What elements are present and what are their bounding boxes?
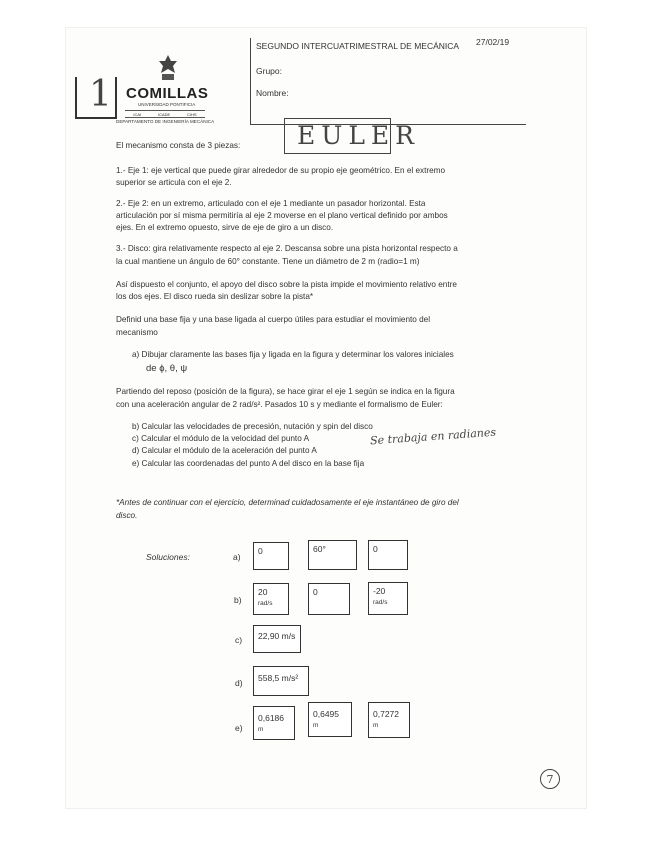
paragraph-6-line-2: con una aceleración angular de 2 rad/s². Pasados 10 s y mediante el formalismo de Euler:: [116, 400, 443, 409]
solution-e-unit-3: m: [373, 722, 379, 729]
handwritten-name-box: [284, 118, 420, 154]
department-name: DEPARTAMENTO DE INGENIERÍA MECÁNICA: [116, 119, 215, 124]
solution-e-box-1: [253, 706, 295, 740]
solution-a-box-2: [308, 540, 357, 570]
solution-a-value-2: 60°: [313, 544, 326, 554]
logo-label-icai: ICAI: [133, 111, 142, 117]
solution-e-unit-1: m: [258, 726, 264, 733]
solution-e-value-1: 0,6186: [258, 713, 284, 723]
solution-a-value-1: 0: [258, 546, 263, 556]
solution-d-label: d): [235, 678, 243, 688]
question-e: e) Calcular las coordenadas del punto A del disco en la base fija: [132, 459, 365, 468]
paragraph-2-line-1: 2.- Eje 2: en un extremo, articulado con el eje 1 mediante un pasador horizontal. Esta: [116, 199, 426, 208]
exam-date: 27/02/19: [476, 37, 510, 47]
paragraph-6-line-1: Partiendo del reposo (posición de la figura), se hace girar el eje 1 según se indica en la figura: [116, 387, 455, 396]
question-d: d) Calcular el módulo de la aceleración del punto A: [132, 446, 317, 455]
question-c: c) Calcular el módulo de la velocidad del punto A: [132, 434, 310, 443]
solution-b-value-2: 0: [313, 587, 318, 597]
solution-b-box-1: [253, 583, 289, 615]
solution-b-unit-1: rad/s: [258, 600, 273, 607]
solution-e-label: e): [235, 723, 243, 733]
solution-c-label: c): [235, 635, 243, 645]
solution-b-box-2: [308, 583, 350, 615]
logo-label-icade: ICADE: [157, 111, 171, 117]
solution-e-value-3: 0,7272: [373, 709, 399, 719]
paragraph-2-line-3: ejes. En el extremo opuesto, sirve de eje de giro a un disco.: [116, 223, 334, 232]
solution-b-unit-3: rad/s: [373, 599, 388, 606]
paragraph-5-line-2: mecanismo: [116, 328, 158, 337]
solution-b-label: b): [234, 595, 242, 605]
logo-name: COMILLAS: [126, 85, 209, 102]
exam-title: SEGUNDO INTERCUATRIMESTRAL DE MECÁNICA: [256, 41, 460, 51]
page-number: 7: [546, 773, 554, 786]
solution-c-value: 22,90 m/s: [258, 631, 296, 641]
paragraph-3-line-2: la cual mantiene un ángulo de 60° constante. Tiene un diámetro de 2 m (radio=1 m): [116, 257, 420, 266]
intro-text: El mecanismo consta de 3 piezas:: [116, 141, 241, 150]
header-frame: [250, 38, 526, 125]
solution-e-box-3: [368, 702, 410, 738]
question-a-line-1: a) Dibujar claramente las bases fija y ligada en la figura y determinar los valores iniciales: [132, 350, 454, 359]
solution-a-box-3: [368, 540, 408, 570]
paragraph-1-line-2: superior se articula con el eje 2.: [116, 178, 232, 187]
footnote-line-2: disco.: [116, 511, 138, 520]
group-label: Grupo:: [256, 66, 282, 76]
solution-b-value-1: 20: [258, 587, 268, 597]
solution-d-box: [253, 666, 309, 696]
solutions-title: Soluciones:: [146, 552, 190, 562]
footnote-line-1: *Antes de continuar con el ejercicio, determinad cuidadosamente el eje instantáneo de giro del: [116, 498, 459, 507]
solution-b-value-3: -20: [373, 586, 386, 596]
logo-subtitle: UNIVERSIDAD PONTIFICIA: [138, 102, 196, 107]
solution-e-value-2: 0,6495: [313, 709, 339, 719]
solution-e-unit-2: m: [313, 722, 319, 729]
question-b: b) Calcular las velocidades de precesión, nutación y spin del disco: [132, 422, 373, 431]
handwritten-name: EULER: [297, 121, 420, 150]
paragraph-3-line-1: 3.- Disco: gira relativamente respecto al eje 2. Descansa sobre una pista horizontal respecto a: [116, 244, 458, 253]
handwritten-mark: 1: [89, 74, 112, 115]
handwritten-mark-box: [75, 74, 117, 119]
page-number-circle: [540, 769, 560, 789]
name-label: Nombre:: [256, 88, 289, 98]
solution-a-label: a): [233, 552, 241, 562]
paragraph-2-line-2: articulación por sí misma permitiría al eje 2 moverse en el plano vertical definido por ambos: [116, 211, 448, 220]
logo-small-labels: [125, 110, 205, 118]
solution-a-box-1: [253, 542, 289, 570]
question-a-line-2: de ϕ, θ, ψ: [146, 363, 188, 374]
crest-icon: [153, 53, 183, 83]
handwritten-note: Se trabaja en radianes: [369, 425, 497, 448]
solution-c-box: [253, 625, 301, 653]
solution-a-value-3: 0: [373, 544, 378, 554]
solution-d-value: 558,5 m/s²: [258, 673, 299, 683]
paragraph-4-line-1: Así dispuesto el conjunto, el apoyo del disco sobre la pista impide el movimiento relativo entre: [116, 280, 457, 289]
paragraph-5-line-1: Definid una base fija y una base ligada al cuerpo útiles para estudiar el movimiento del: [116, 315, 431, 324]
solution-b-box-3: [368, 582, 408, 615]
logo-label-cihs: CIHS: [187, 111, 197, 117]
paragraph-1-line-1: 1.- Eje 1: eje vertical que puede girar alrededor de su propio eje geométrico. En el extremo: [116, 166, 446, 175]
paragraph-4-line-2: los dos ejes. El disco rueda sin deslizar sobre la pista*: [116, 292, 314, 301]
solution-e-box-2: [308, 702, 352, 737]
